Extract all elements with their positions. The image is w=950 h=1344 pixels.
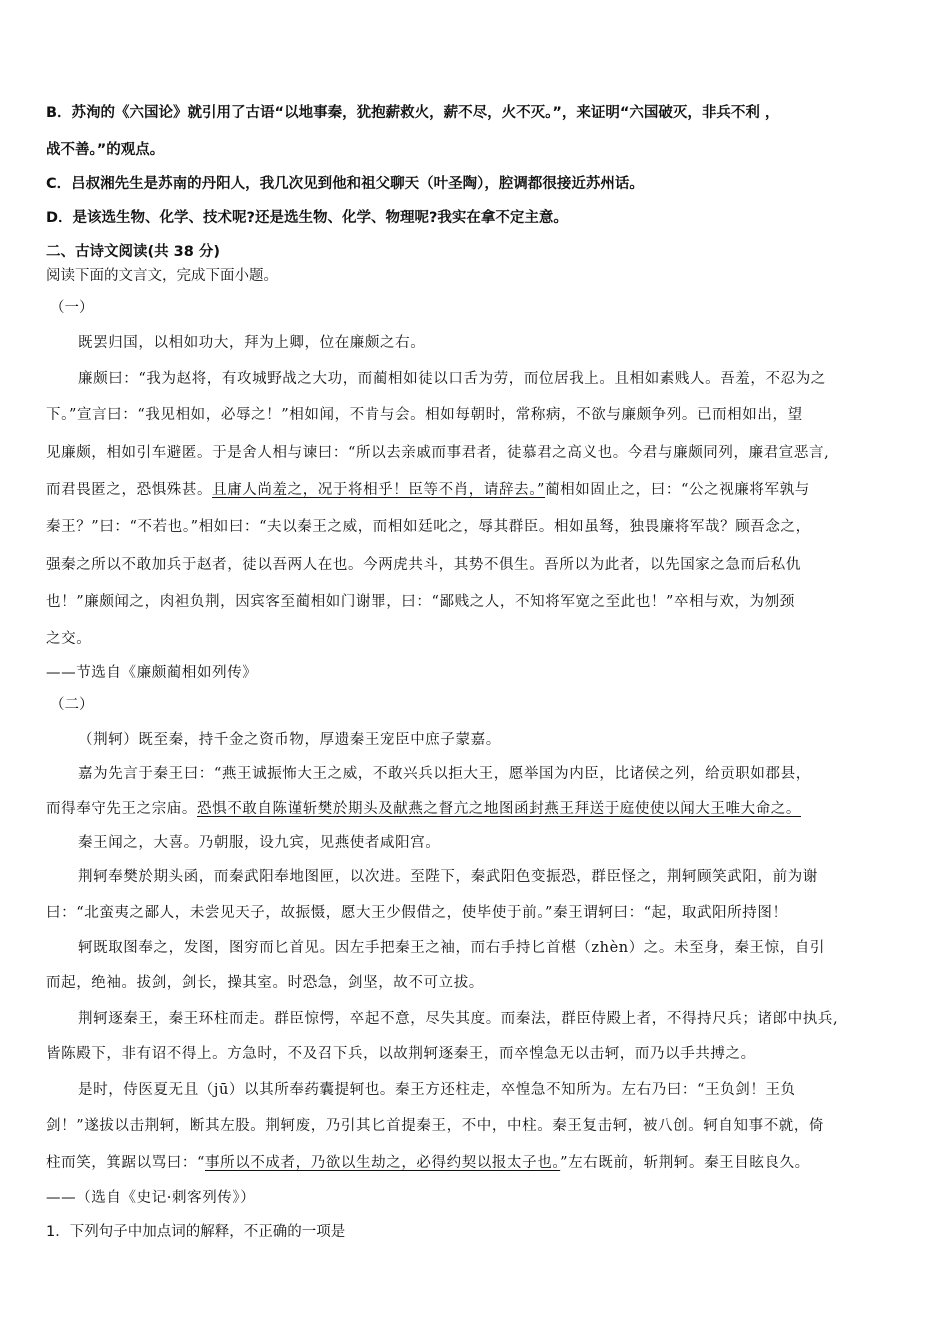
- passage2-text: 而得奉守先王之宗庙。: [46, 801, 197, 817]
- passage2-line: 剑！”遂拔以击荆轲，断其左股。荆轲废，乃引其匕首提秦王，不中，中柱。秦王复击轲，被八创。轲自知事不就，倚: [46, 1118, 825, 1134]
- passage2-label: （二）: [50, 697, 94, 713]
- passage2-line: [46, 1153, 810, 1173]
- passage1-line: 既罢归国，以相如功大，拜为上卿，位在廉颇之右。: [78, 335, 426, 351]
- passage2-line: 是时，侍医夏无且（jū）以其所奉药囊提轲也。秦王方还柱走，卒惶急不知所为。左右乃曰：“王负剑！王负: [78, 1082, 796, 1098]
- passage1-line: 见廉颇，相如引车避匿。于是舍人相与谏曰：“所以去亲戚而事君者，徒慕君之高义也。今君与廉颇同列，廉君宣恶言,: [46, 445, 830, 461]
- passage2-line: 嘉为先言于秦王曰：“燕王诚振怖大王之威，不敢兴兵以拒大王，愿举国为内臣，比诸侯之列，给贡职如郡县，: [78, 766, 811, 782]
- passage2-line: 秦王闻之，大喜。乃朝服，设九宾，见燕使者咸阳宫。: [78, 835, 441, 851]
- underlined-sentence: 且庸人尚羞之，况于将相乎！臣等不肖，请辞去。”: [212, 482, 546, 498]
- passage1-line: 之交。: [46, 631, 92, 647]
- passage2-source: ——（选自《史记·刺客列传》）: [46, 1190, 256, 1206]
- passage1-line: 也！”廉颇闻之，肉袒负荆，因宾客至蔺相如门谢罪，曰：“鄙贱之人，不知将军宽之至此也！”卒相与欢，为刎颈: [46, 594, 795, 610]
- passage1-label: （一）: [50, 300, 94, 316]
- option-d: D．是该选生物、化学、技术呢?还是选生物、化学、物理呢?我实在拿不定主意。: [46, 210, 568, 226]
- underlined-sentence: 恐惧不敢自陈谨斩樊於期头及献燕之督亢之地图函封燕王拜送于庭使使以闻大王唯大命之。: [197, 801, 801, 817]
- option-c: C．吕叔湘先生是苏南的丹阳人，我几次见到他和祖父聊天（叶圣陶），腔调都很接近苏州话。: [46, 176, 644, 192]
- option-b-line1: B．苏洵的《六国论》就引用了古语“以地事秦，犹抱薪救火，薪不尽，火不灭。”，来证明“六国破灭，非兵不利 ，: [46, 105, 780, 121]
- passage2-line: 而起，绝袖。拔剑，剑长，操其室。时恐急，剑坚，故不可立拔。: [46, 975, 484, 991]
- passage2-text: 柱而笑，箕踞以骂曰：“: [46, 1155, 206, 1171]
- passage1-line: [46, 480, 810, 500]
- passage2-line: 荆轲逐秦王，秦王环柱而走。群臣惊愕，卒起不意，尽失其度。而秦法，群臣侍殿上者，不得持尺兵；诸郎中执兵,: [78, 1011, 839, 1027]
- passage1-text: 而君畏匿之，恐惧殊甚。: [46, 482, 213, 498]
- passage2-text: ”左右既前，斩荆轲。秦王目眩良久。: [560, 1155, 810, 1171]
- passage2-line: 皆陈殿下，非有诏不得上。方急时，不及召下兵，以故荆轲逐秦王，而卒惶急无以击轲，而乃以手共搏之。: [46, 1046, 756, 1062]
- section-heading: 二、古诗文阅读(共 38 分): [46, 244, 221, 260]
- passage1-line: 廉颇曰：“我为赵将，有攻城野战之大功，而蔺相如徒以口舌为劳，而位居我上。且相如素贱人。吾羞，不忍为之: [78, 371, 826, 387]
- passage1-line: 秦王？”曰：“不若也。”相如曰：“夫以秦王之威，而相如廷叱之，辱其群臣。相如虽驽，独畏廉将军哉？顾吾念之，: [46, 519, 811, 535]
- passage2-line: 曰：“北蛮夷之鄙人，未尝见天子，故振慑，愿大王少假借之，使毕使于前。”秦王谓轲曰：“起，取武阳所持图！: [46, 905, 788, 921]
- underlined-sentence: 事所以不成者，乃欲以生劫之，必得约契以报太子也。: [205, 1155, 561, 1171]
- passage1-source: ——节选自《廉颇蔺相如列传》: [46, 665, 258, 681]
- passage2-line: （荆轲）既至秦，持千金之资币物，厚遗秦王宠臣中庶子蒙嘉。: [78, 732, 501, 748]
- option-b-line2: 战不善。”的观点。: [46, 142, 165, 158]
- passage2-line: [46, 799, 801, 819]
- section-instruction: 阅读下面的文言文，完成下面小题。: [46, 268, 278, 284]
- passage2-line: 荆轲奉樊於期头函，而秦武阳奉地图匣，以次进。至陛下，秦武阳色变振恐，群臣怪之，荆轲顾笑武阳，前为谢: [78, 869, 818, 885]
- passage1-line: 强秦之所以不敢加兵于赵者，徒以吾两人在也。今两虎共斗，其势不俱生。吾所以为此者，以先国家之急而后私仇: [46, 557, 801, 573]
- question-1: 1．下列句子中加点词的解释，不正确的一项是: [46, 1224, 346, 1240]
- passage1-line: 下。”宣言曰：“我见相如，必辱之！”相如闻，不肯与会。相如每朝时，常称病，不欲与廉颇争列。已而相如出，望: [46, 407, 803, 423]
- passage2-line: 轲既取图奉之，发图，图穷而匕首见。因左手把秦王之袖，而右手持匕首椹（zhèn）之。未至身，秦王惊，自引: [78, 940, 825, 956]
- passage1-text: 蔺相如固止之，曰：“公之视廉将军孰与: [545, 482, 810, 498]
